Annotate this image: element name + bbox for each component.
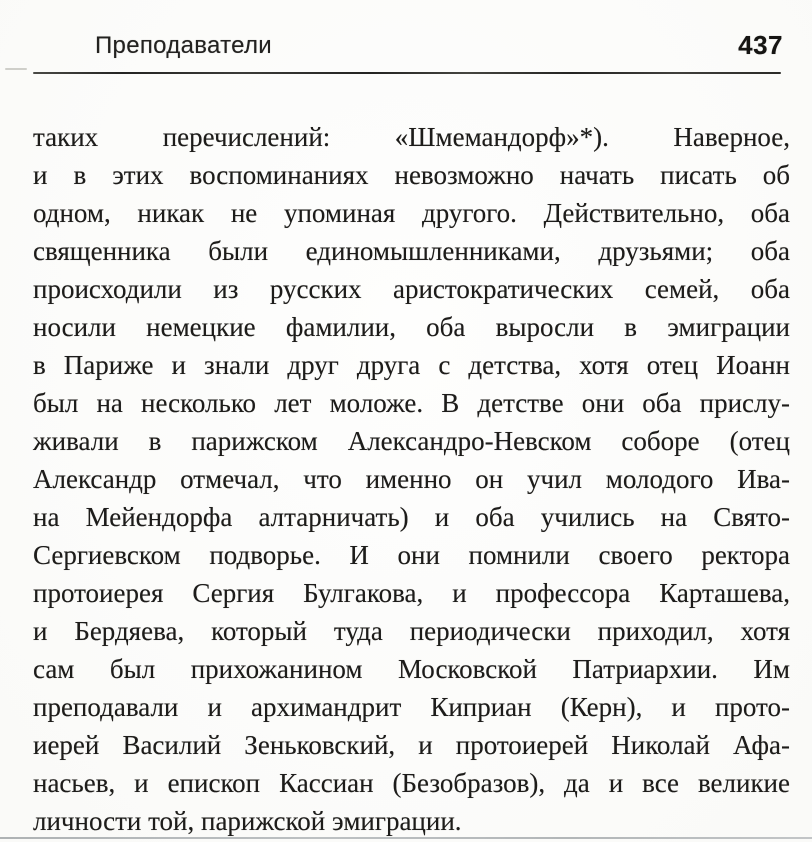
text-line: иерей Василий Зеньковский, и протоиерей Николай Афа-	[33, 730, 790, 760]
header-rule-artifact	[5, 68, 27, 70]
text-line: сам был прихожанином Московской Патриархии. Им	[33, 654, 790, 684]
scan-bottom-edge	[0, 837, 812, 839]
text-line: в Париже и знали друг друга с детства, хотя отец Иоанн	[33, 350, 790, 380]
text-line: Александр отмечал, что именно он учил молодого Ива-	[33, 464, 790, 494]
text-line: протоиерея Сергия Булгакова, и профессора Карташева,	[33, 578, 790, 608]
text-line: Сергиевском подворье. И они помнили своего ректора	[33, 540, 790, 570]
text-line: и Бердяева, который туда периодически приходил, хотя	[33, 616, 790, 646]
page-number: 437	[738, 30, 783, 60]
text-line: и в этих воспоминаниях невозможно начать писать об	[33, 160, 790, 190]
body-text-block	[33, 118, 790, 840]
text-line: священника были единомышленниками, друзьями; оба	[33, 236, 790, 266]
text-line: носили немецкие фамилии, оба выросли в эмиграции	[33, 312, 790, 342]
text-line: одном, никак не упоминая другого. Действительно, оба	[33, 198, 790, 228]
text-line: живали в парижском Александро-Невском соборе (отец	[33, 426, 790, 456]
text-line: был на несколько лет моложе. В детстве они оба прислу-	[33, 388, 790, 418]
text-line: таких перечислений: «Шмемандорф»*). Наверное,	[33, 122, 790, 152]
text-line: насьев, и епископ Кассиан (Безобразов), да и все великие	[33, 768, 790, 798]
text-line: личности той, парижской эмиграции.	[33, 806, 462, 836]
header-rule	[33, 72, 781, 74]
text-line: на Мейендорфа алтарничать) и оба учились на Свято-	[33, 502, 790, 532]
text-line: преподавали и архимандрит Киприан (Керн), и прото-	[33, 692, 790, 722]
running-title: Преподаватели	[95, 32, 272, 59]
text-line: происходили из русских аристократических семей, оба	[33, 274, 790, 304]
